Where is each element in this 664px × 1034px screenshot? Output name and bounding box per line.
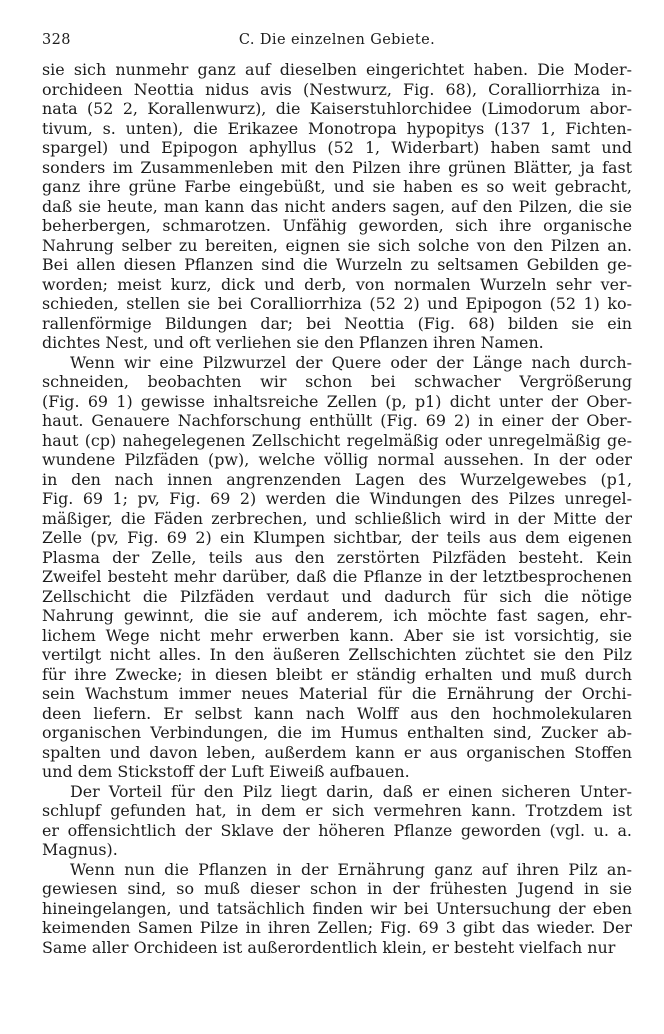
paragraph — [42, 782, 632, 860]
text-line: für ihre Zwecke; in diesen bleibt er ständig erhalten und muß durch — [42, 664, 632, 684]
text-line: spargel) und Epipogon aphyllus (52 1, Widerbart) haben samt und — [42, 138, 632, 157]
text-line: in den nach innen angrenzenden Lagen des Wurzelgewebes (p1, — [42, 469, 632, 489]
text-line: er offensichtlich der Sklave der höheren Pflanze geworden (vgl. u. a. — [42, 820, 632, 840]
text-line: Zellschicht die Pilzfäden verdaut und dadurch für sich die nötige — [42, 586, 632, 606]
text-line: nata (52 2, Korallenwurz), die Kaiserstuhlorchidee (Limodorum abor- — [42, 99, 632, 118]
body-text — [42, 60, 632, 957]
text-line: ganz ihre grüne Farbe eingebüßt, und sie haben es so weit gebracht, — [42, 177, 632, 196]
paragraph — [42, 60, 632, 353]
text-line: Zelle (pv, Fig. 69 2) ein Klumpen sichtbar, der teils aus dem eigenen — [42, 528, 632, 547]
text-line: sein Wachstum immer neues Material für die Ernährung der Orchi- — [42, 684, 632, 703]
paragraph — [42, 860, 632, 958]
text-line: rallenförmige Bildungen dar; bei Neottia (Fig. 68) bilden sie ein — [42, 313, 632, 333]
text-line: daß sie heute, man kann das nicht anders sagen, auf den Pilzen, die sie — [42, 196, 632, 216]
text-line: (Fig. 69 1) gewisse inhaltsreiche Zellen (p, p1) dicht unter der Ober- — [42, 391, 632, 411]
text-line: Zweifel besteht mehr darüber, daß die Pflanze in der letztbesprochenen — [42, 567, 632, 586]
text-line: keimenden Samen Pilze in ihren Zellen; Fig. 69 3 gibt das wieder. Der — [42, 918, 632, 937]
text-line: Nahrung gewinnt, die sie auf anderem, ich möchte fast sagen, ehr- — [42, 606, 632, 625]
text-line: Fig. 69 1; pv, Fig. 69 2) werden die Windungen des Pilzes unregel- — [42, 489, 632, 508]
text-line: Same aller Orchideen ist außerordentlich klein, er besteht vielfach nur — [42, 937, 616, 957]
paragraph — [42, 353, 632, 782]
page-header — [42, 30, 632, 60]
text-line: Der Vorteil für den Pilz liegt darin, daß er einen sicheren Unter- — [70, 781, 632, 801]
text-line: schneiden, beobachten wir schon bei schwacher Vergrößerung — [42, 372, 632, 391]
text-line: Wenn wir eine Pilzwurzel der Quere oder der Länge nach durch- — [70, 352, 632, 372]
text-line: deen liefern. Er selbst kann nach Wolff aus den hochmolekularen — [42, 703, 632, 723]
text-line: Magnus). — [42, 840, 118, 859]
page-number: 328 — [42, 32, 71, 48]
text-line: mäßiger, die Fäden zerbrechen, und schließlich wird in der Mitte der — [42, 508, 632, 528]
text-line: schlupf gefunden hat, in dem er sich vermehren kann. Trotzdem ist — [42, 801, 632, 820]
text-line: wundene Pilzfäden (pw), welche völlig normal aussehen. In der oder — [42, 450, 632, 469]
text-line: Nahrung selber zu bereiten, eignen sie sich solche von den Pilzen an. — [42, 235, 632, 255]
text-line: haut (cp) nahegelegenen Zellschicht regelmäßig oder unregelmäßig ge- — [42, 430, 632, 450]
text-line: spalten und davon leben, außerdem kann er aus organischen Stoffen — [42, 742, 632, 762]
text-line: sonders im Zusammenleben mit den Pilzen ihre grünen Blätter, ja fast — [42, 157, 632, 177]
text-line: beherbergen, schmarotzen. Unfähig geworden, sich ihre organische — [42, 216, 632, 235]
text-line: Wenn nun die Pflanzen in der Ernährung ganz auf ihren Pilz an- — [70, 859, 632, 879]
book-page — [42, 30, 632, 1020]
text-line: gewiesen sind, so muß dieser schon in der frühesten Jugend in sie — [42, 879, 632, 898]
text-line: Bei allen diesen Pflanzen sind die Wurzeln zu seltsamen Gebilden ge- — [42, 255, 632, 274]
text-line: orchideen Neottia nidus avis (Nestwurz, Fig. 68), Coralliorrhiza in- — [42, 79, 632, 99]
text-line: organischen Verbindungen, die im Humus enthalten sind, Zucker ab- — [42, 723, 632, 742]
text-line: sie sich nunmehr ganz auf dieselben eingerichtet haben. Die Moder- — [42, 60, 632, 79]
text-line: tivum, s. unten), die Erikazee Monotropa hypopitys (137 1, Fichten- — [42, 118, 632, 138]
text-line: haut. Genauere Nachforschung enthüllt (Fig. 69 2) in einer der Ober- — [42, 411, 632, 430]
running-title: C. Die einzelnen Gebiete. — [238, 32, 436, 48]
text-line: hineingelangen, und tatsächlich finden wir bei Untersuchung der eben — [42, 898, 632, 918]
text-line: und dem Stickstoff der Luft Eiweiß aufbauen. — [42, 762, 410, 781]
text-line: dichtes Nest, und oft verliehen sie den Pflanzen ihren Namen. — [42, 333, 544, 352]
text-line: vertilgt nicht alles. In den äußeren Zellschichten züchtet sie den Pilz — [42, 645, 632, 664]
text-line: schieden, stellen sie bei Coralliorrhiza (52 2) und Epipogon (52 1) ko- — [42, 294, 632, 313]
text-line: Plasma der Zelle, teils aus den zerstörten Pilzfäden besteht. Kein — [42, 547, 632, 567]
text-line: worden; meist kurz, dick und derb, von normalen Wurzeln sehr ver- — [42, 274, 632, 294]
text-line: lichem Wege nicht mehr erwerben kann. Aber sie ist vorsichtig, sie — [42, 625, 632, 645]
